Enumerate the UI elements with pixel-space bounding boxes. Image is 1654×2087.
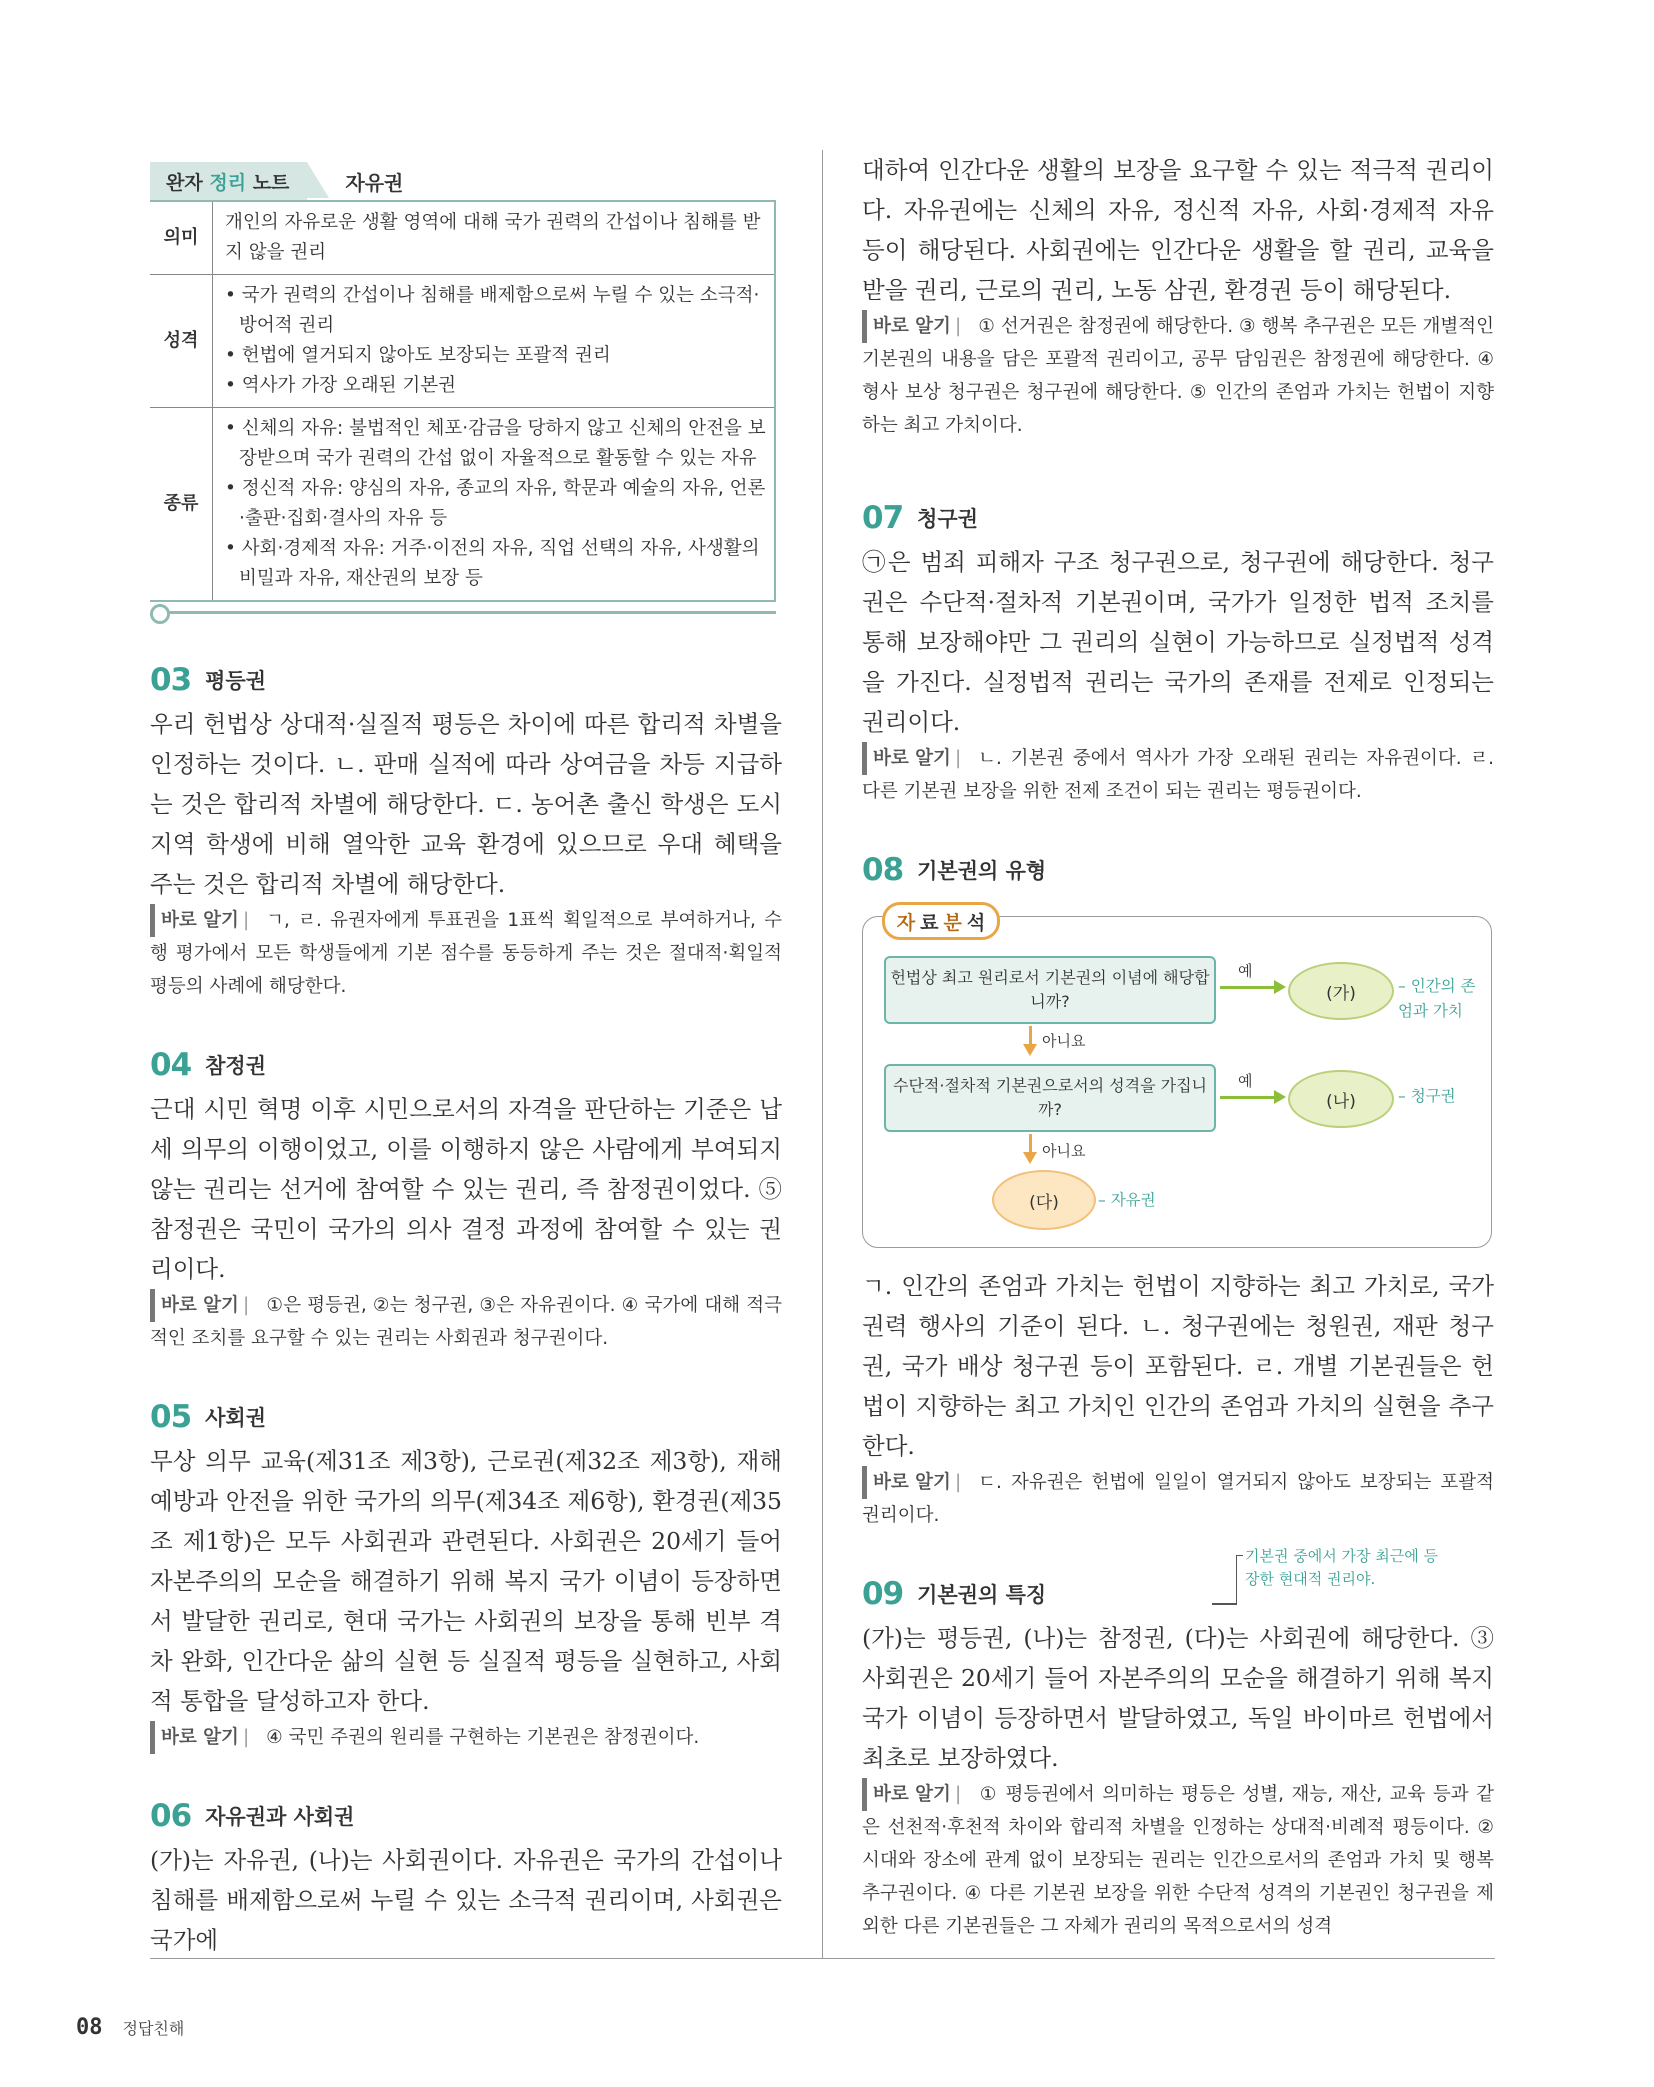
section-number: 05 bbox=[150, 1399, 192, 1435]
flow-arrow-yes-1 bbox=[1220, 986, 1276, 989]
section-title: 기본권의 특징 bbox=[917, 1583, 1047, 1607]
flow-node-b: (나) bbox=[1288, 1070, 1394, 1128]
summary-item: • 정신적 자유: 양심의 자유, 종교의 자유, 학문과 예술의 자유, 언론·출판·집회·결사의 자유 등 bbox=[225, 474, 766, 534]
section-title: 기본권의 유형 bbox=[917, 859, 1047, 883]
section-05 bbox=[150, 1399, 782, 1754]
summary-item: • 헌법에 열거되지 않아도 보장되는 포괄적 권리 bbox=[225, 341, 766, 371]
section-note: 바로 알기 | ①은 평등권, ②는 청구권, ③은 자유권이다. ④ 국가에 대해 적극적인 조치를 요구할 수 있는 권리는 사회권과 청구권이다. bbox=[150, 1289, 782, 1355]
section-body: (가)는 평등권, (나)는 참정권, (다)는 사회권에 해당한다. ③ 사회권은 20세기 들어 자본주의의 모순을 해결하기 위해 복지 국가 이념이 등장하면서 발달하였고, 독일 바이마르 헌법에서 최초로 보장하였다. bbox=[862, 1624, 1494, 1772]
flow-arrow-no-1 bbox=[1029, 1026, 1032, 1046]
data-analysis-tag: 자 료 분 석 bbox=[882, 902, 1000, 940]
section-body: ㉠은 범죄 피해자 구조 청구권으로, 청구권에 해당한다. 청구권은 수단적·절차적 기본권이며, 국가가 일정한 법적 조치를 통해 보장해야만 그 권리의 실현이 가능하므로 실정법적 성격을 가진다. 실정법적 권리는 국가의 존재를 전제로 인정되는 권리이다. bbox=[862, 548, 1494, 736]
section-note: 바로 알기 | ㄷ. 자유권은 헌법에 일일이 열거되지 않아도 보장되는 포괄적 권리이다. bbox=[862, 1466, 1494, 1532]
section-04 bbox=[150, 1047, 782, 1355]
quick-check-badge: 바로 알기 | bbox=[862, 742, 968, 775]
summary-key: 종류 bbox=[150, 408, 213, 602]
section-note: 바로 알기 | ④ 국민 주권의 원리를 구현하는 기본권은 참정권이다. bbox=[150, 1721, 782, 1754]
section-note: 바로 알기 | ① 선거권은 참정권에 해당한다. ③ 행복 추구권은 모든 개별적인 기본권의 내용을 담은 포괄적 권리이고, 공무 담임권은 참정권에 해당한다. ④ 형사 보상 청구권은 청구권에 해당한다. ⑤ 인간의 존엄과 가치는 헌법이 지향하는 최고 가치이다. bbox=[862, 310, 1494, 442]
page-number: 08 bbox=[76, 2015, 103, 2040]
section-body: 우리 헌법상 상대적·실질적 평등은 차이에 따른 합리적 차별을 인정하는 것이다. ㄴ. 판매 실적에 따라 상여금을 차등 지급하는 것은 합리적 차별에 해당한다. ㄷ. 농어촌 출신 학생은 도시 지역 학생에 비해 열악한 교육 환경에 있으므로 우대 혜택을 주는 것은 합리적 차별에 해당한다. bbox=[150, 710, 782, 898]
summary-row-character bbox=[150, 275, 775, 408]
flow-yes-label: 예 bbox=[1238, 1072, 1253, 1090]
summary-title: 자유권 bbox=[345, 171, 404, 195]
quick-check-badge: 바로 알기 | bbox=[150, 904, 256, 937]
section-body: 대하여 인간다운 생활의 보장을 요구할 수 있는 적극적 권리이다. 자유권에는 신체의 자유, 정신적 자유, 사회·경제적 자유 등이 해당된다. 사회권에는 인간다운 생활을 할 권리, 교육을 받을 권리, 근로의 권리, 노동 삼권, 환경권 등이 해당된다. bbox=[862, 156, 1494, 304]
section-number: 06 bbox=[150, 1798, 192, 1834]
flow-result-a: – 인간의 존엄과 가치 bbox=[1398, 977, 1476, 1020]
section-03 bbox=[150, 662, 782, 1003]
section-title: 참정권 bbox=[205, 1054, 266, 1078]
section-body: 무상 의무 교육(제31조 제3항), 근로권(제32조 제3항), 재해 예방과 안전을 위한 국가의 의무(제34조 제6항), 환경권(제35조 제1항)은 모두 사회권과 관련된다. 사회권은 20세기 들어 자본주의의 모순을 해결하기 위해 복지 국가 이념이 등장하면서 발달한 권리로, 현대 국가는 사회권의 보장을 통해 빈부 격차 완화, 인간다운 삶의 실현 등 실질적 평등을 실현하고, 사회적 통합을 달성하고자 한다. bbox=[150, 1447, 782, 1715]
section-number: 08 bbox=[862, 852, 904, 888]
summary-tab-prefix: 완자 bbox=[166, 172, 203, 194]
left-column bbox=[150, 150, 782, 2004]
flow-yes-label: 예 bbox=[1238, 962, 1253, 980]
section-07 bbox=[862, 500, 1494, 808]
quick-check-badge: 바로 알기 | bbox=[862, 1466, 968, 1499]
summary-tab bbox=[150, 162, 307, 200]
page-footer bbox=[76, 2015, 184, 2040]
flow-question-2: 수단적·절차적 기본권으로서의 성격을 가집니까? bbox=[884, 1064, 1216, 1132]
flow-no-label: 아니요 bbox=[1042, 1142, 1086, 1160]
summary-header bbox=[150, 162, 782, 200]
section-note: 바로 알기 | ㄱ, ㄹ. 유권자에게 투표권을 1표씩 획일적으로 부여하거나, 수행 평가에서 모든 학생들에게 기본 점수를 동등하게 주는 것은 절대적·획일적 평등의 사례에 해당한다. bbox=[150, 904, 782, 1003]
callout-stem bbox=[1212, 1603, 1237, 1605]
section-note: 바로 알기 | ① 평등권에서 의미하는 평등은 성별, 재능, 재산, 교육 등과 같은 선천적·후천적 차이와 합리적 차별을 인정하는 상대적·비례적 평등이다. ② 시대와 장소에 관계 없이 보장되는 권리는 인간으로서의 존엄과 가치 및 행복 추구권이다. ④ 다른 기본권 보장을 위한 수단적 성격의 기본권인 청구권을 제외한 다른 기본권들은 그 자체가 권리의 목적으로서의 성격 bbox=[862, 1778, 1494, 1943]
section-body: (가)는 자유권, (나)는 사회권이다. 자유권은 국가의 간섭이나 침해를 배제함으로써 누릴 수 있는 소극적 권리이며, 사회권은 국가에 bbox=[150, 1846, 782, 1954]
flow-question-1: 헌법상 최고 원리로서 기본권의 이념에 해당합니까? bbox=[884, 956, 1216, 1024]
summary-footer-ornament bbox=[150, 602, 782, 624]
section-number: 07 bbox=[862, 500, 904, 536]
section-08 bbox=[862, 852, 1494, 1532]
flow-no-label: 아니요 bbox=[1042, 1032, 1086, 1050]
summary-key: 의미 bbox=[150, 201, 213, 275]
section-title: 사회권 bbox=[205, 1406, 266, 1430]
column-divider bbox=[822, 150, 823, 1958]
summary-item: • 신체의 자유: 불법적인 체포·감금을 당하지 않고 신체의 안전을 보장받으며 국가 권력의 간섭 없이 자율적으로 활동할 수 있는 자유 bbox=[225, 414, 766, 474]
flow-result-c: – 자유권 bbox=[1098, 1191, 1156, 1209]
section-number: 04 bbox=[150, 1047, 192, 1083]
summary-item: • 역사가 가장 오래된 기본권 bbox=[225, 371, 766, 401]
summary-value bbox=[213, 408, 776, 602]
callout-bracket bbox=[1236, 1555, 1243, 1604]
section-title: 청구권 bbox=[917, 507, 978, 531]
summary-tab-suffix: 노트 bbox=[252, 172, 290, 194]
section-06-continued bbox=[862, 150, 1494, 442]
section-title: 평등권 bbox=[205, 669, 266, 693]
summary-row-meaning bbox=[150, 201, 775, 275]
section-body: 근대 시민 혁명 이후 시민으로서의 자격을 판단하는 기준은 납세 의무의 이행이었고, 이를 이행하지 않은 사람에게 부여되지 않는 권리는 선거에 참여할 수 있는 권리, 즉 참정권이었다. ⑤ 참정권은 국민이 국가의 의사 결정 과정에 참여할 수 있는 권리이다. bbox=[150, 1095, 782, 1283]
section-body: ㄱ. 인간의 존엄과 가치는 헌법이 지향하는 최고 가치로, 국가 권력 행사의 기준이 된다. ㄴ. 청구권에는 청원권, 재판 청구권, 국가 배상 청구권 등이 포함된다. ㄹ. 개별 기본권들은 헌법이 지향하는 최고 가치인 인간의 존엄과 가치의 실현을 추구한다. bbox=[862, 1272, 1494, 1460]
quick-check-badge: 바로 알기 | bbox=[150, 1289, 256, 1322]
summary-value bbox=[213, 275, 776, 408]
section-06 bbox=[150, 1798, 782, 1960]
flowchart bbox=[862, 902, 1494, 1248]
summary-key: 성격 bbox=[150, 275, 213, 408]
flow-result-b: – 청구권 bbox=[1398, 1087, 1456, 1105]
flow-arrow-no-2 bbox=[1029, 1134, 1032, 1154]
quick-check-badge: 바로 알기 | bbox=[862, 310, 968, 343]
flow-arrow-yes-2 bbox=[1220, 1096, 1276, 1099]
quick-check-badge: 바로 알기 | bbox=[862, 1778, 968, 1811]
callout-note: 기본권 중에서 가장 최근에 등장한 현대적 권리야. bbox=[1245, 1547, 1438, 1588]
section-number: 09 bbox=[862, 1576, 904, 1612]
summary-row-types bbox=[150, 408, 775, 602]
summary-tab-accent: 정리 bbox=[209, 172, 247, 194]
section-note: 바로 알기 | ㄴ. 기본권 중에서 역사가 가장 오래된 권리는 자유권이다. ㄹ. 다른 기본권 보장을 위한 전제 조건이 되는 권리는 평등권이다. bbox=[862, 742, 1494, 808]
summary-item: • 국가 권력의 간섭이나 침해를 배제함으로써 누릴 수 있는 소극적·방어적 권리 bbox=[225, 281, 766, 341]
summary-table bbox=[150, 200, 776, 602]
bottom-rule bbox=[150, 1958, 1495, 1959]
footer-title: 정답친해 bbox=[122, 2019, 185, 2038]
summary-item: • 사회·경제적 자유: 거주·이전의 자유, 직업 선택의 자유, 사생활의 비밀과 자유, 재산권의 보장 등 bbox=[225, 534, 766, 594]
quick-check-badge: 바로 알기 | bbox=[150, 1721, 256, 1754]
right-column bbox=[862, 150, 1494, 1987]
summary-value: 개인의 자유로운 생활 영역에 대해 국가 권력의 간섭이나 침해를 받지 않을 권리 bbox=[213, 201, 776, 275]
section-title: 자유권과 사회권 bbox=[205, 1805, 355, 1829]
flow-node-c: (다) bbox=[992, 1170, 1096, 1230]
flow-node-a: (가) bbox=[1288, 962, 1394, 1020]
section-number: 03 bbox=[150, 662, 192, 698]
section-09 bbox=[862, 1576, 1494, 1943]
